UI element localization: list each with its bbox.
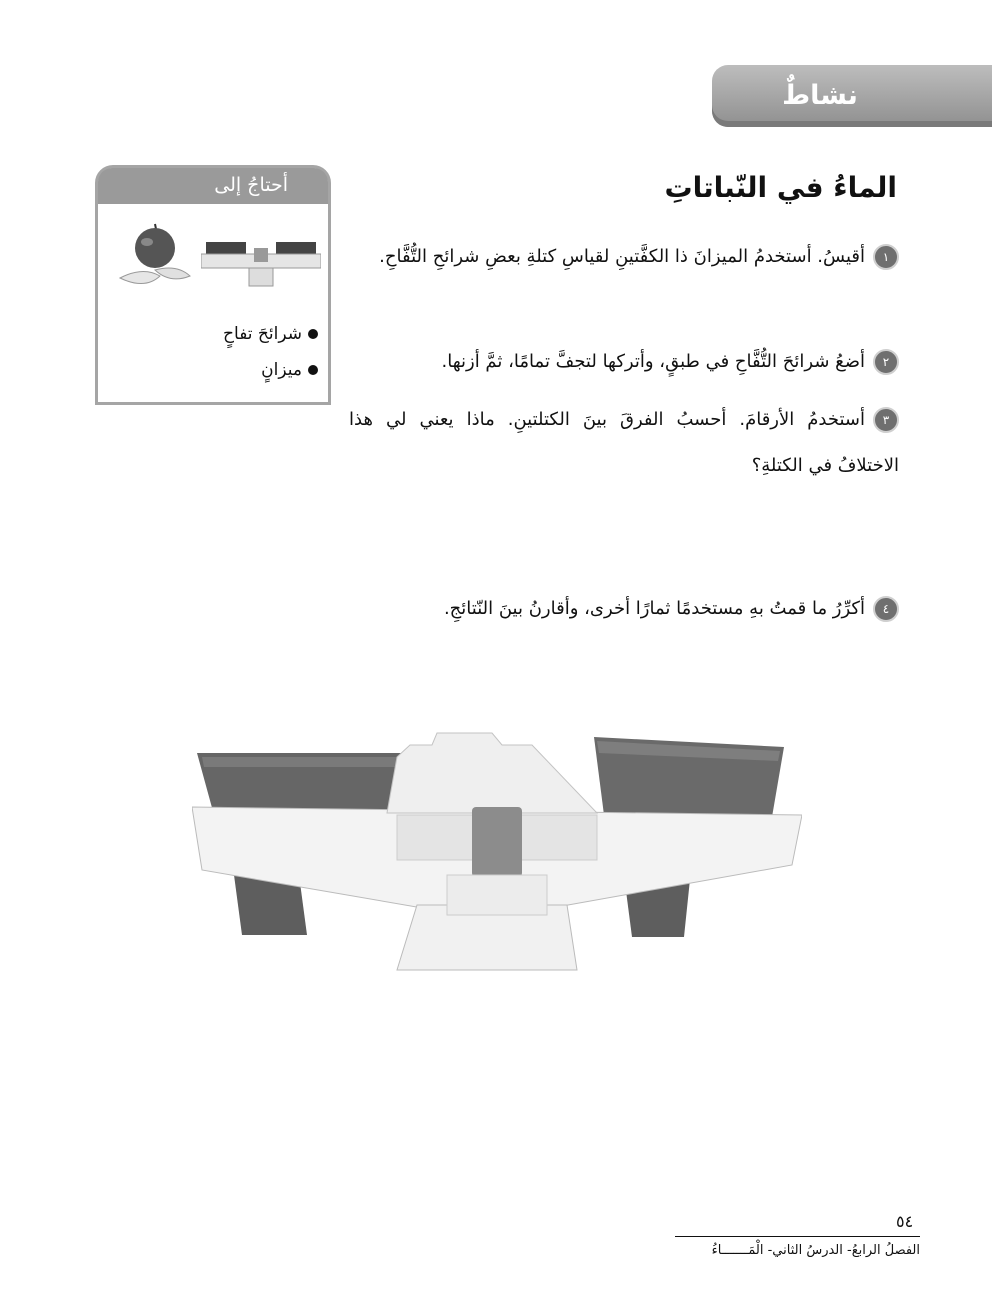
- materials-item-label: ميزانٍ: [261, 360, 302, 380]
- step-number-badge: ٢: [873, 349, 899, 375]
- materials-item: [223, 352, 318, 388]
- lesson-heading: الماءُ في النّباتاتِ: [664, 171, 897, 204]
- step-number-badge: ٤: [873, 596, 899, 622]
- activity-title: نشاطٌ: [782, 80, 858, 111]
- step-text: أقيسُ. أستخدمُ الميزانَ ذا الكفَّتينِ لقياسِ كتلةِ بعضِ شرائحِ التُّفَّاحِ.: [379, 246, 865, 267]
- materials-title: أحتاجُ إلى: [214, 174, 288, 196]
- materials-box: [95, 165, 331, 405]
- step-number-badge: ٣: [873, 407, 899, 433]
- page-number: ٥٤: [896, 1212, 914, 1231]
- bullet-icon: [308, 329, 318, 339]
- step-2: [349, 339, 899, 385]
- step-4: [349, 586, 899, 632]
- step-3: [349, 397, 899, 489]
- materials-item: [223, 316, 318, 352]
- step-1: [349, 234, 899, 280]
- bullet-icon: [308, 365, 318, 375]
- footer-caption: الفصلُ الرابعُ- الدرسُ الثاني- الْمَـــــــاءُ: [711, 1243, 920, 1258]
- apple-icon: [115, 218, 195, 298]
- step-number-badge: ١: [873, 244, 899, 270]
- step-text: أستخدمُ الأرقامَ. أحسبُ الفرقَ بينَ الكتلتينِ. ماذا يعني لي هذا الاختلافُ في الكتلةِ؟: [349, 409, 899, 476]
- step-text: أضعُ شرائحَ التُّفَّاحِ في طبقٍ، وأتركها لتجفَّ تمامًا، ثمَّ أزنها.: [441, 351, 865, 372]
- step-text: أكرِّرُ ما قمتُ بهِ مستخدمًا ثمارًا أخرى، وأقارنُ بينَ النّتائجِ.: [443, 598, 865, 619]
- materials-item-label: شرائحَ تفاحٍ: [223, 324, 302, 344]
- footer-divider: [675, 1236, 920, 1237]
- balance-scale-icon: [201, 236, 321, 296]
- balance-scale-photo: [192, 725, 802, 975]
- materials-header: [98, 168, 328, 204]
